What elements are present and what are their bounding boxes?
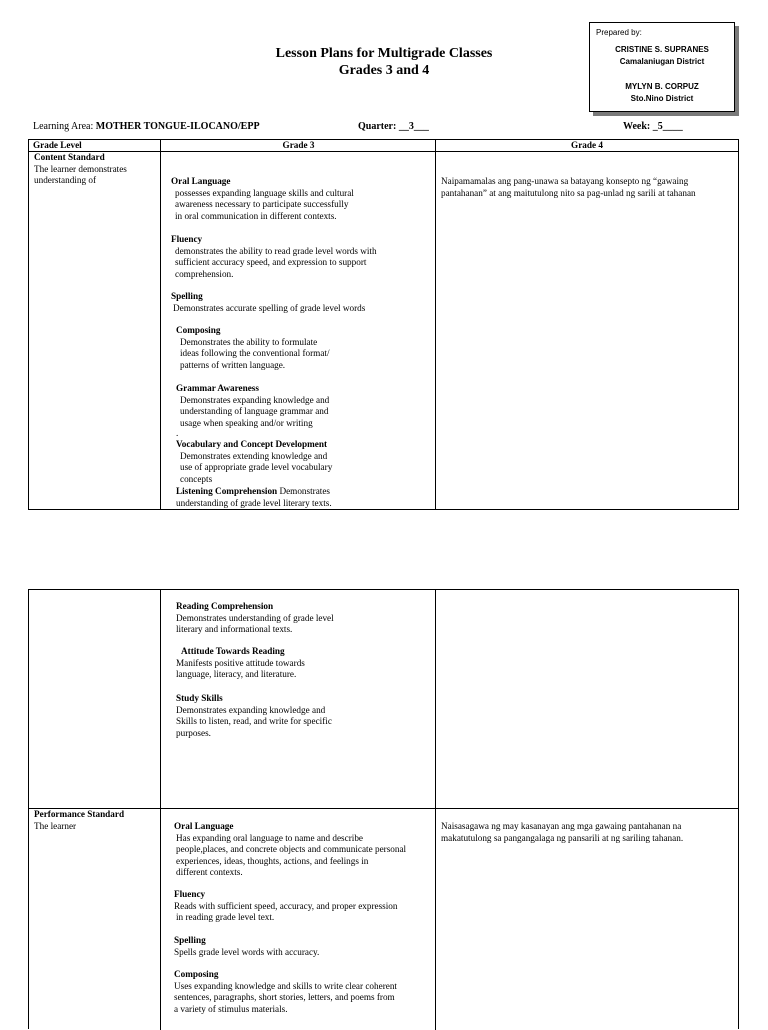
cs-grade4-line: pantahanan” at ang maitutulong nito sa pag-unlad ng sarili at tahanan xyxy=(441,187,696,198)
cs-text: usage when speaking and/or writing xyxy=(180,417,313,428)
cs-spelling xyxy=(171,291,365,314)
prepared-by-box xyxy=(589,22,735,112)
cs-text: purposes. xyxy=(176,727,211,738)
cs-text: concepts xyxy=(180,473,213,484)
cs-text: understanding of grade level literary texts. xyxy=(176,497,332,508)
performance-standard-label: Performance Standard xyxy=(34,809,125,819)
cs-text: Demonstrates expanding knowledge and xyxy=(180,394,330,405)
header-grade-4: Grade 4 xyxy=(571,140,603,150)
cs-text: understanding of language grammar and xyxy=(180,406,329,416)
cs-text: Demonstrates xyxy=(279,486,330,496)
ps-grade4-line: Naisasagawa ng may kasanayan ang mga gawaing pantahanan na xyxy=(441,821,682,831)
cs-fluency-heading: Fluency xyxy=(171,234,203,244)
cs-vocabulary xyxy=(176,439,332,485)
header-grade-level: Grade Level xyxy=(33,140,82,150)
ps-text: Spells grade level words with accuracy. xyxy=(174,946,320,957)
cs-text: sufficient accuracy speed, and expression to support xyxy=(175,257,367,267)
cs-text: comprehension. xyxy=(175,268,234,279)
header-grade-3: Grade 3 xyxy=(282,140,315,150)
cs-text: literary and informational texts. xyxy=(176,624,293,634)
cs-oral-language-heading: Oral Language xyxy=(171,176,231,186)
cs-spelling-heading: Spelling xyxy=(171,291,203,301)
cs-text: Demonstrates extending knowledge and xyxy=(180,450,328,461)
cs-attitude-towards-reading xyxy=(176,646,305,681)
content-standard-desc-1: The learner demonstrates xyxy=(34,163,127,174)
cs-text: Manifests positive attitude towards xyxy=(176,657,305,668)
cs-reading-heading: Reading Comprehension xyxy=(176,601,274,611)
performance-standard-desc: The learner xyxy=(34,820,77,831)
learning-area-value: MOTHER TONGUE-ILOCANO/EPP xyxy=(95,121,260,132)
ps-spelling xyxy=(174,935,319,958)
ps-oral-language-heading: Oral Language xyxy=(174,821,234,831)
cs-text: Demonstrates the ability to formulate xyxy=(180,336,318,347)
ps-text: different contexts. xyxy=(176,867,243,877)
cs-text: possesses expanding language skills and cultural xyxy=(175,187,354,198)
cs-text: . xyxy=(176,428,179,438)
ps-text: sentences, paragraphs, short stories, letters, and poems from xyxy=(174,992,395,1002)
ps-text: Reads with sufficient speed, accuracy, and proper expression xyxy=(174,900,398,911)
week-value: _5____ xyxy=(652,121,683,132)
cs-text: Skills to listen, read, and write for specific xyxy=(176,716,332,726)
quarter xyxy=(358,121,429,132)
quarter-label: Quarter: xyxy=(358,121,399,132)
cs-reading-comprehension xyxy=(176,601,334,636)
cs-attitude-heading: Attitude Towards Reading xyxy=(181,646,285,656)
content-standard-desc-2: understanding of xyxy=(34,175,97,185)
standards-table-part2 xyxy=(28,589,739,1029)
cs-text: demonstrates the ability to read grade level words with xyxy=(175,245,377,256)
cs-text: Demonstrates expanding knowledge and xyxy=(176,704,326,715)
cs-grammar-heading: Grammar Awareness xyxy=(176,383,259,393)
prepared-by-label: Prepared by: xyxy=(596,28,642,37)
ps-fluency-heading: Fluency xyxy=(174,889,206,899)
cs-text: patterns of written language. xyxy=(180,359,286,370)
preparer-1-district: Camalaniugan District xyxy=(619,57,705,66)
ps-fluency xyxy=(174,889,397,924)
cs-study-skills-heading: Study Skills xyxy=(176,693,223,703)
preparer-2-district: Sto.Nino District xyxy=(630,94,694,103)
performance-standard-cell xyxy=(34,809,124,832)
cs-listening-comprehension xyxy=(176,486,332,509)
week xyxy=(623,121,683,132)
cs-listening-heading: Listening Comprehension xyxy=(176,486,278,496)
document-subtitle: Grades 3 and 4 xyxy=(338,63,430,78)
ps-composing xyxy=(174,969,397,1015)
cs-study-skills xyxy=(176,693,332,739)
cs-oral-language xyxy=(171,176,354,222)
cs-grade4-line: Naipamamalas ang pang-unawa sa batayang konsepto ng “gawaing xyxy=(441,176,689,186)
cs-text: Demonstrates accurate spelling of grade level words xyxy=(173,302,366,313)
learning-area xyxy=(33,121,260,132)
cs-fluency xyxy=(171,234,377,280)
cs-text: in oral communication in different contexts. xyxy=(175,210,337,221)
cs-grammar-awareness xyxy=(176,383,329,437)
ps-text: Uses expanding knowledge and skills to write clear coherent xyxy=(174,980,397,991)
cs-vocabulary-heading: Vocabulary and Concept Development xyxy=(176,439,328,449)
content-standard-cell xyxy=(34,152,127,187)
ps-text: Has expanding oral language to name and describe xyxy=(176,832,363,843)
ps-text: a variety of stimulus materials. xyxy=(174,1003,288,1014)
week-label: Week: xyxy=(623,121,653,132)
ps-text: experiences, ideas, thoughts, actions, and feelings in xyxy=(176,855,369,866)
cs-text: ideas following the conventional format/ xyxy=(180,348,330,358)
ps-grade4-text xyxy=(441,821,683,844)
ps-text: people,places, and concrete objects and communicate personal xyxy=(176,844,407,854)
cs-composing-heading: Composing xyxy=(176,325,221,335)
cs-text: language, literacy, and literature. xyxy=(176,669,297,679)
quarter-value: __3___ xyxy=(398,121,429,132)
preparer-1-name: CRISTINE S. SUPRANES xyxy=(615,45,709,54)
ps-grade4-line: makatutulong sa pangangalaga ng pansarili at ng sariling tahanan. xyxy=(441,832,684,843)
cs-text: awareness necessary to participate successfully xyxy=(175,199,349,209)
ps-text: in reading grade level text. xyxy=(176,912,275,922)
cs-composing xyxy=(176,325,330,371)
cs-grade4-text xyxy=(441,176,696,199)
learning-area-label: Learning Area: xyxy=(33,121,96,132)
standards-table-part1 xyxy=(28,139,739,510)
cs-text: use of appropriate grade level vocabulary xyxy=(180,462,333,472)
preparer-2-name: MYLYN B. CORPUZ xyxy=(625,82,699,91)
cs-text: Demonstrates understanding of grade level xyxy=(176,612,334,623)
ps-spelling-heading: Spelling xyxy=(174,935,206,945)
ps-composing-heading: Composing xyxy=(174,969,219,979)
document-title: Lesson Plans for Multigrade Classes xyxy=(275,46,493,61)
content-standard-label: Content Standard xyxy=(34,152,105,162)
ps-oral-language xyxy=(174,821,406,879)
